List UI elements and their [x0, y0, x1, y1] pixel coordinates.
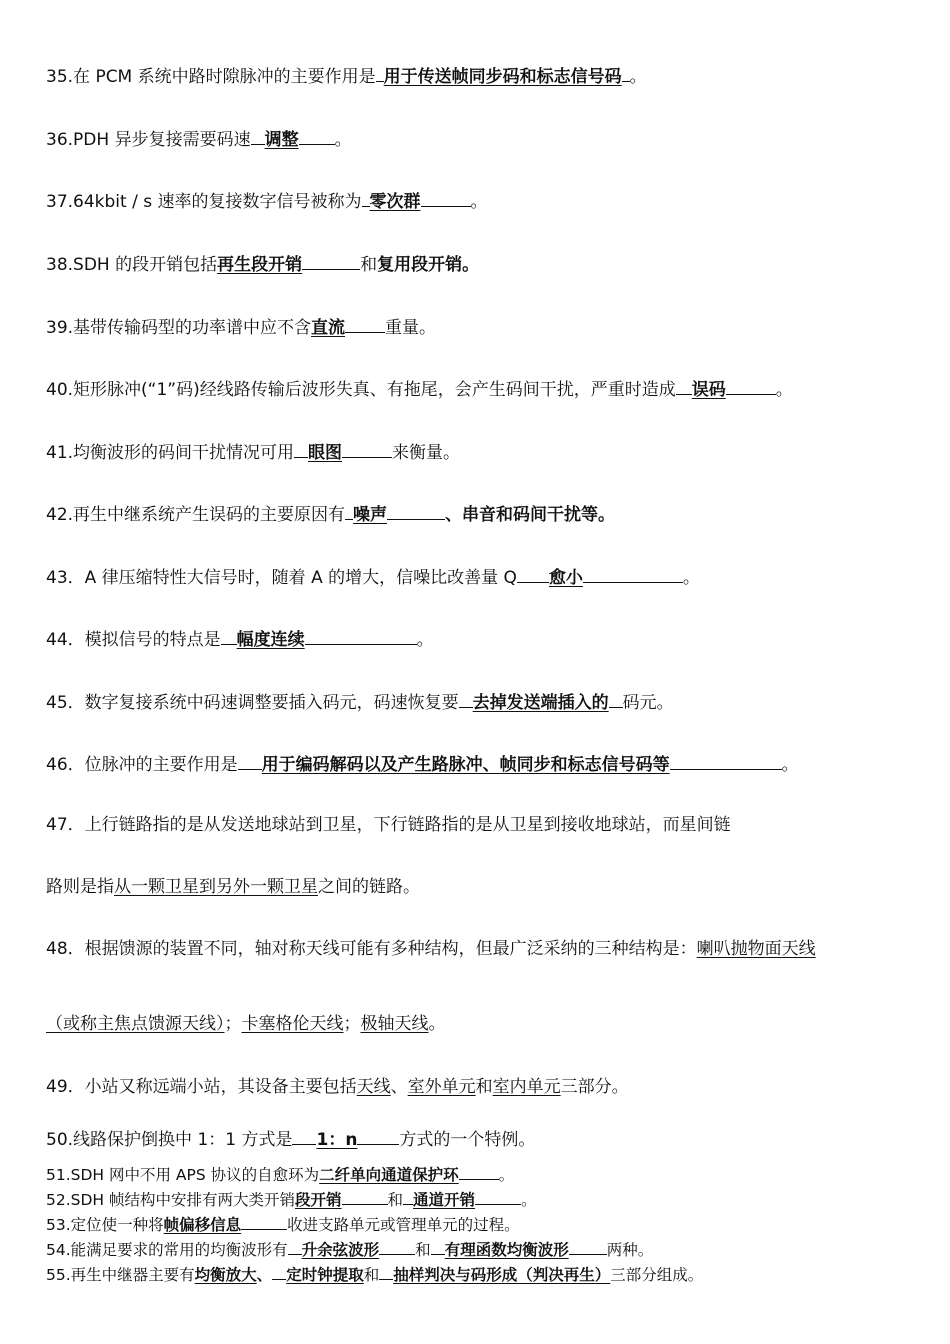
q48-answer-2: 卡塞格伦天线	[241, 1014, 344, 1034]
q52-answer-2: 通道开销	[413, 1191, 476, 1209]
question-50	[46, 1126, 535, 1151]
q47-text: 47．上行链路指的是从发送地球站到卫星，下行链路指的是从卫星到接收地球站，而星间链	[46, 815, 731, 835]
q36-answer: 调整	[264, 130, 299, 150]
q38-answer-1: 再生段开销	[217, 255, 303, 275]
q55-end: 三部分组成。	[610, 1266, 704, 1284]
q52-answer-1: 段开销	[295, 1191, 342, 1209]
q47-end: 之间的链路。	[318, 877, 420, 897]
q41-end: 来衡量。	[392, 443, 461, 463]
q54-answer-2: 有理函数均衡波形	[444, 1241, 569, 1259]
question-45	[46, 689, 674, 714]
q51-end: 。	[498, 1166, 515, 1184]
q37-end: 。	[470, 192, 488, 212]
q37-text: 37.64kbit / s 速率的复接数字信号被称为	[46, 192, 362, 212]
q51-text: 51.SDH 网中不用 APS 协议的自愈环为	[46, 1166, 320, 1184]
q46-end: 。	[781, 755, 799, 775]
q41-text: 41.均衡波形的码间干扰情况可用	[46, 443, 295, 463]
q44-end: 。	[416, 630, 434, 650]
question-54	[46, 1238, 653, 1260]
q39-answer: 直流	[311, 318, 346, 338]
q50-text: 50.线路保护倒换中 1：1 方式是	[46, 1130, 293, 1150]
q40-end: 。	[775, 380, 793, 400]
q55-mid-2: 和	[363, 1266, 380, 1284]
question-52	[46, 1188, 537, 1210]
q54-mid: 和	[415, 1241, 431, 1259]
q48-answer-3: 极轴天线	[360, 1014, 429, 1034]
q45-text: 45．数字复接系统中码速调整要插入码元，码速恢复要	[46, 693, 459, 713]
q48-answer-1-cont: （或称主焦点馈源天线）	[46, 1014, 225, 1034]
q43-answer: 愈小	[548, 568, 583, 588]
q36-end: 。	[334, 130, 352, 150]
q54-end: 两种。	[606, 1241, 654, 1259]
q42-mid: 、	[445, 505, 463, 525]
q48-end: 。	[428, 1014, 446, 1034]
question-48-line-1	[46, 938, 816, 960]
question-53	[46, 1213, 520, 1235]
q49-sep-2: 和	[475, 1077, 493, 1097]
question-36	[46, 126, 352, 151]
q44-text: 44．模拟信号的特点是	[46, 630, 221, 650]
q49-answer-2: 室外单元	[407, 1077, 476, 1097]
question-46	[46, 751, 799, 776]
question-35	[46, 63, 647, 88]
question-40	[46, 376, 793, 401]
q39-text: 39.基带传输码型的功率谱中应不含	[46, 318, 312, 338]
q35-answer: 用于传送帧同步码和标志信号码	[383, 67, 622, 87]
question-51	[46, 1163, 514, 1185]
q55-answer-1: 均衡放大	[194, 1266, 257, 1284]
question-39	[46, 314, 436, 339]
q38-end: 。	[462, 255, 480, 275]
q40-answer: 误码	[691, 380, 726, 400]
q42-answer-1: 噪声	[353, 505, 388, 525]
q55-text: 55.再生中继器主要有	[46, 1266, 195, 1284]
question-37	[46, 188, 488, 213]
question-48-line-2	[46, 1013, 446, 1035]
q53-answer: 帧偏移信息	[163, 1216, 242, 1234]
q49-text: 49．小站又称远端小站，其设备主要包括	[46, 1077, 357, 1097]
q54-text: 54.能满足要求的常用的均衡波形有	[46, 1241, 288, 1259]
q54-answer-1: 升余弦波形	[301, 1241, 380, 1259]
q39-end: 重量。	[385, 318, 437, 338]
q55-answer-2: 定时钟提取	[286, 1266, 364, 1284]
q38-mid: 和	[360, 255, 378, 275]
question-43	[46, 564, 700, 589]
q52-end: 。	[521, 1191, 537, 1209]
q49-sep-1: 、	[390, 1077, 408, 1097]
q53-end: 收进支路单元或管理单元的过程。	[287, 1216, 520, 1234]
question-47-line-2	[46, 876, 420, 898]
q53-text: 53.定位使一种将	[46, 1216, 164, 1234]
q49-end: 三部分。	[560, 1077, 629, 1097]
q38-text: 38.SDH 的段开销包括	[46, 255, 218, 275]
question-38	[46, 251, 479, 276]
q49-answer-1: 天线	[356, 1077, 391, 1097]
question-49	[46, 1076, 629, 1098]
q37-answer: 零次群	[369, 192, 421, 212]
q35-text: 35.在 PCM 系统中路时隙脉冲的主要作用是	[46, 67, 376, 87]
q36-text: 36.PDH 异步复接需要码速	[46, 130, 251, 150]
q50-end: 方式的一个特例。	[399, 1130, 536, 1150]
q49-answer-3: 室内单元	[492, 1077, 561, 1097]
q48-answer-1: 喇叭抛物面天线	[696, 939, 816, 959]
q35-end: 。	[629, 67, 647, 87]
q45-end: 码元。	[622, 693, 674, 713]
q52-mid: 和	[387, 1191, 404, 1209]
q41-answer: 眼图	[308, 443, 343, 463]
q42-text: 42.再生中继系统产生误码的主要原因有	[46, 505, 346, 525]
q46-text: 46．位脉冲的主要作用是	[46, 755, 238, 775]
q45-answer: 去掉发送端插入的	[472, 693, 609, 713]
question-47-line-1	[46, 814, 731, 836]
question-42	[46, 501, 615, 526]
q42-end: 等。	[581, 505, 616, 525]
q43-end: 。	[682, 568, 700, 588]
q51-answer: 二纤单向通道保护环	[319, 1166, 459, 1184]
q55-mid-1: 、	[256, 1266, 273, 1284]
question-44	[46, 626, 434, 651]
q47-answer: 从一颗卫星到另外一颗卫星	[114, 877, 318, 897]
question-55	[46, 1263, 703, 1285]
q43-text: 43．A 律压缩特性大信号时，随着 A 的增大，信噪比改善量 Q	[46, 568, 517, 588]
q52-text: 52.SDH 帧结构中安排有两大类开销	[46, 1191, 296, 1209]
q50-answer: 1：n	[316, 1130, 358, 1150]
q47-text-2: 路则是指	[46, 877, 114, 897]
q48-sep-1: ；	[224, 1014, 242, 1034]
question-41	[46, 439, 460, 464]
q44-answer: 幅度连续	[236, 630, 305, 650]
q46-answer: 用于编码解码以及产生路脉冲、帧同步和标志信号码等	[261, 755, 670, 775]
q48-text: 48．根据馈源的装置不同，轴对称天线可能有多种结构，但最广泛采纳的三种结构是：	[46, 939, 697, 959]
q48-sep-2: ；	[343, 1014, 361, 1034]
q55-answer-3: 抽样判决与码形成（判决再生）	[393, 1266, 611, 1284]
q40-text: 40.矩形脉冲(“1”码)经线路传输后波形失真、有拖尾，会产生码间干扰，严重时造成	[46, 380, 676, 400]
q38-answer-2: 复用段开销	[377, 255, 463, 275]
q42-answer-2: 串音和码间干扰	[462, 505, 582, 525]
